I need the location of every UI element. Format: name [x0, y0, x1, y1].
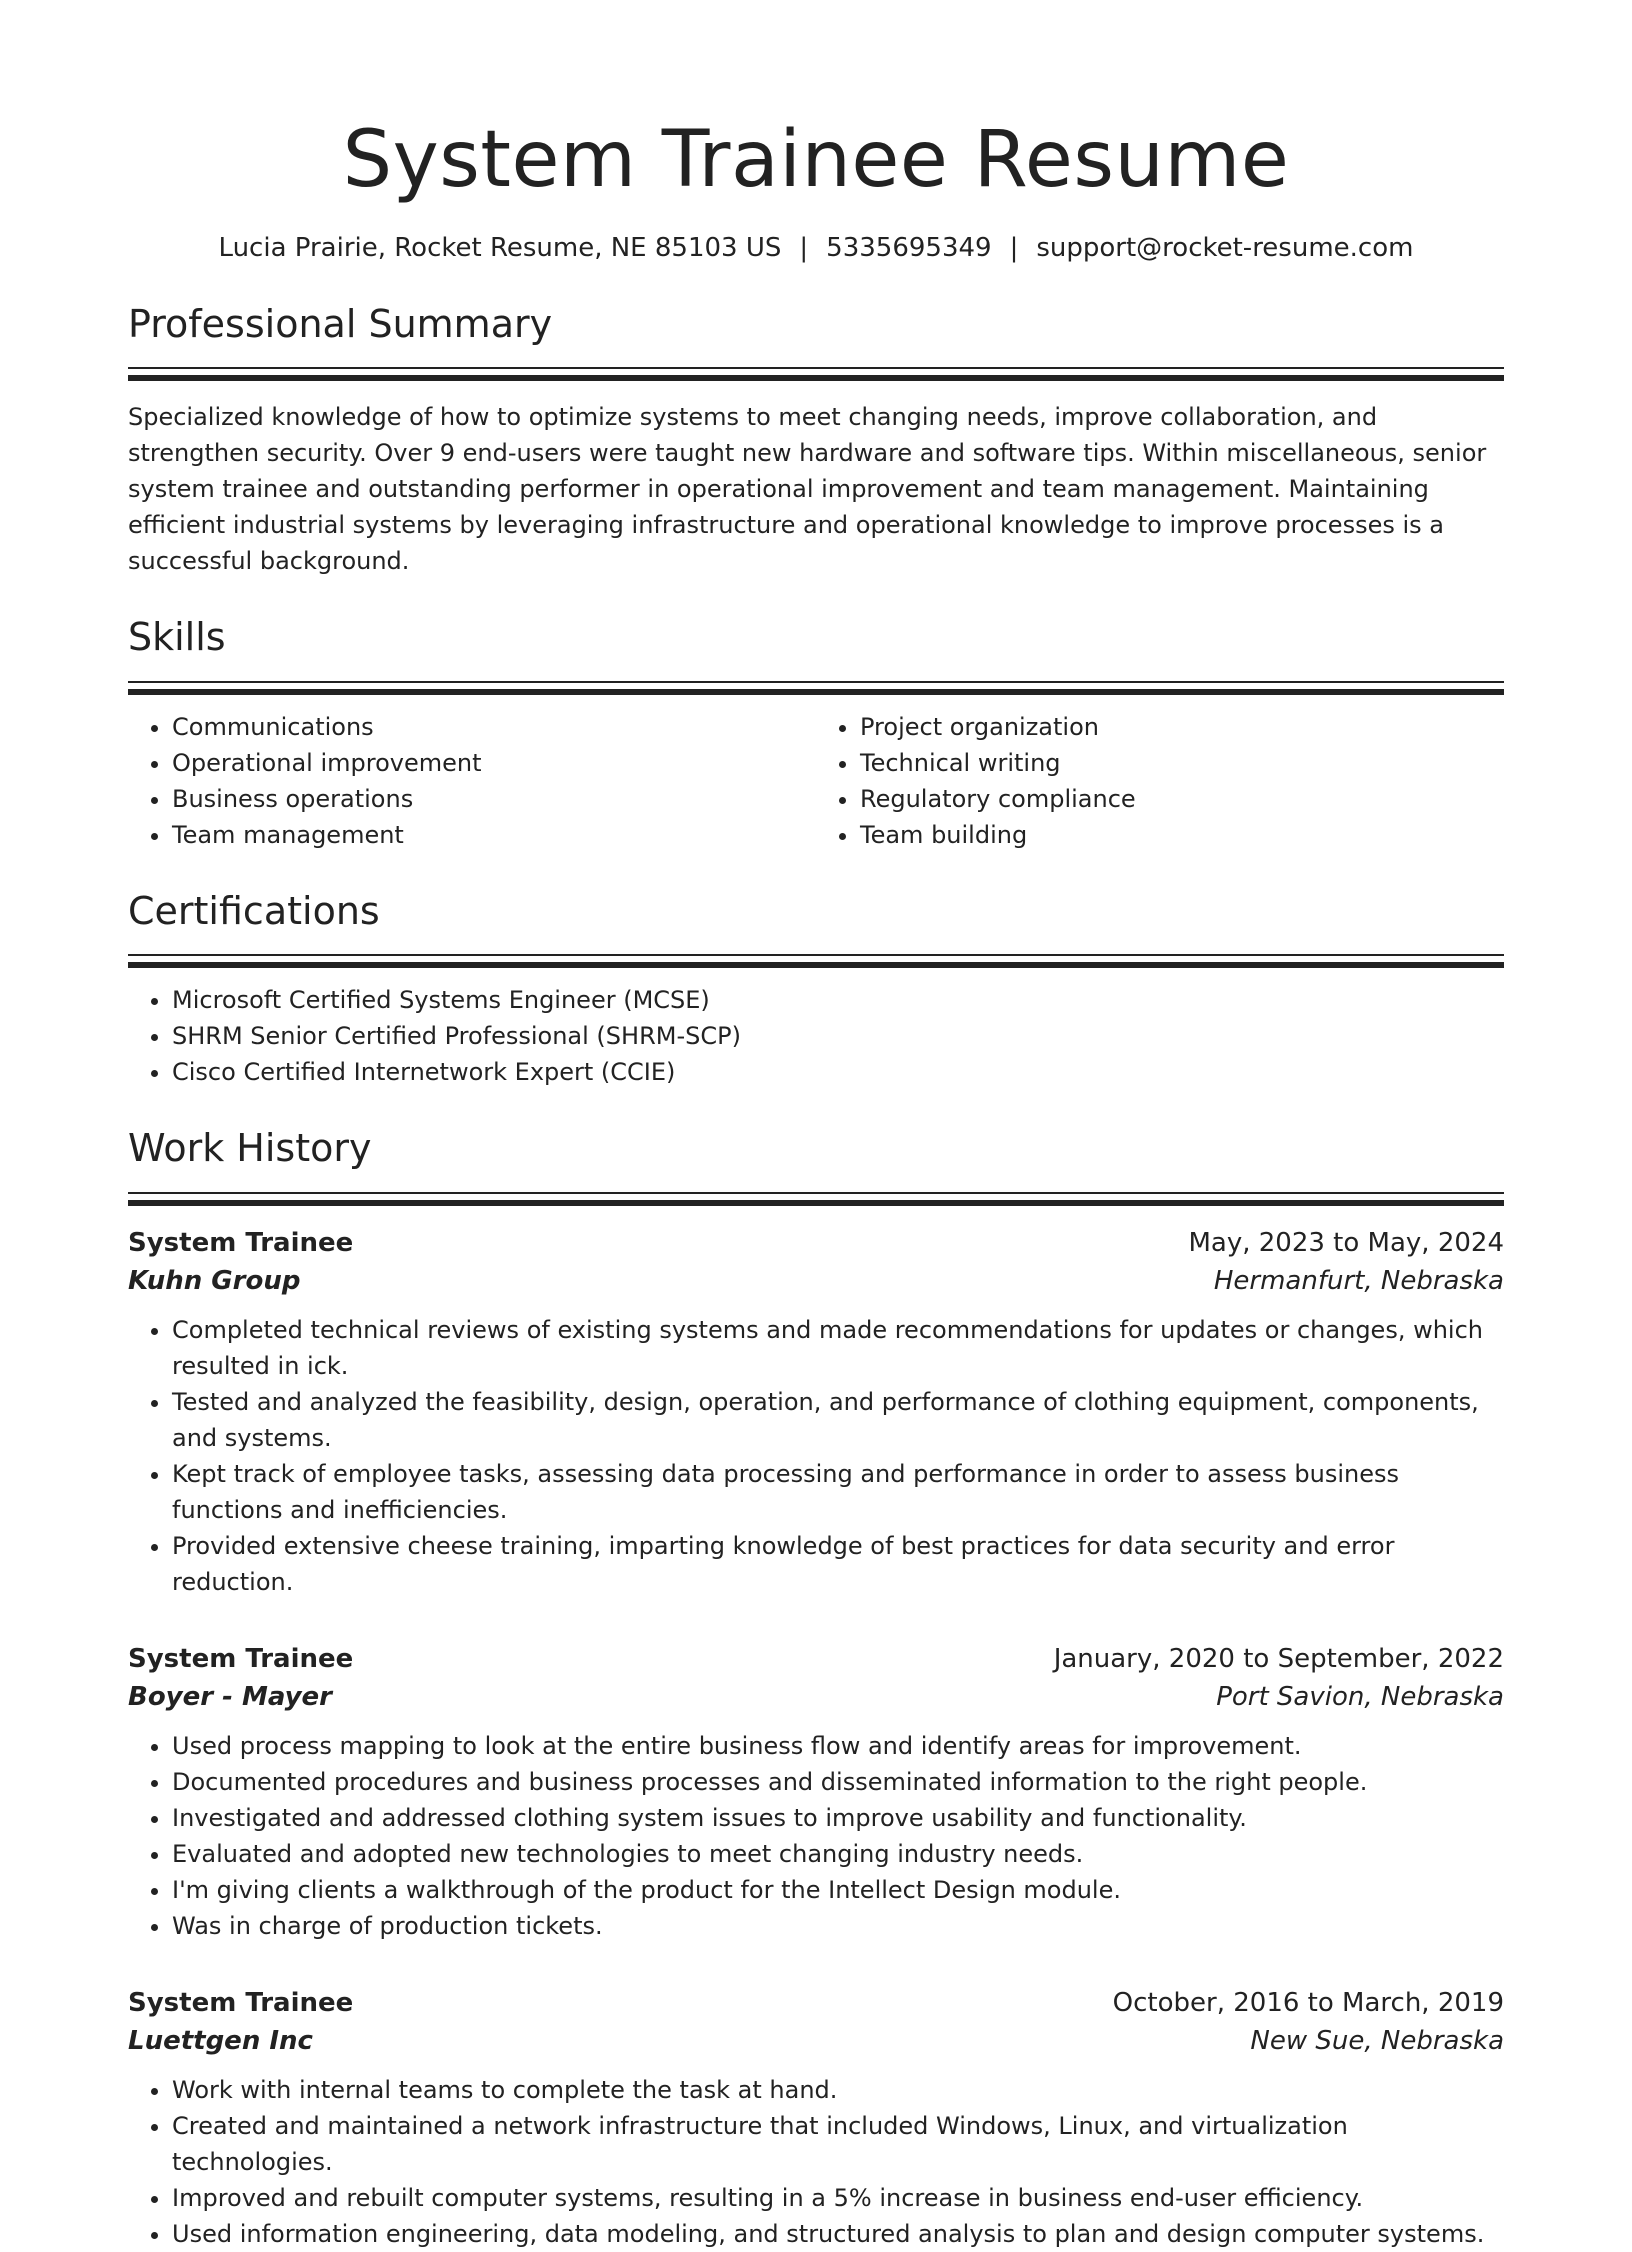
job-bullets [128, 2072, 1504, 2252]
job-bullet: • Provided extensive cheese training, imparting knowledge of best practices for data security and error reduction. [172, 1528, 1504, 1600]
job-location: Port Savion, Nebraska [1216, 1681, 1504, 1712]
job-entry [128, 1640, 1504, 1944]
job-header-row [128, 1640, 1504, 1678]
resume-title: System Trainee Resume [342, 115, 1290, 205]
job-bullet: • Kept track of employee tasks, assessing data processing and performance in order to assess business functions and inefficiencies. [172, 1456, 1504, 1528]
skill-item: • Operational improvement [172, 745, 816, 781]
skill-item: • Business operations [172, 781, 816, 817]
job-company: Luettgen Inc [128, 2025, 313, 2056]
summary-text: Specialized knowledge of how to optimize systems to meet changing needs, improve collaboration, and strengthen security. Over 9 end-users were taught new hardware and software tips. Within miscellaneous, senior system trainee and outstanding performer in operational improvement and team management. Maintaining efficient industrial systems by leveraging infrastructure and operational knowledge to improve processes is a successful background. [128, 403, 1487, 576]
certification-item: • SHRM Senior Certified Professional (SHRM-SCP) [172, 1018, 1504, 1054]
job-bullet: • I'm giving clients a walkthrough of the product for the Intellect Design module. [172, 1872, 1504, 1908]
job-dates: May, 2023 to May, 2024 [1188, 1227, 1504, 1258]
job-bullet: • Investigated and addressed clothing system issues to improve usability and functionality. [172, 1800, 1504, 1836]
job-dates: October, 2016 to March, 2019 [1112, 1987, 1504, 2018]
section-divider [128, 367, 1504, 381]
section-certifications [128, 889, 1504, 1091]
skill-item: • Regulatory compliance [860, 781, 1504, 817]
section-heading-skills: Skills [128, 615, 226, 660]
job-company: Kuhn Group [128, 1265, 301, 1296]
job-bullet: • Created and maintained a network infrastructure that included Windows, Linux, and virtualization technologies. [172, 2108, 1504, 2180]
contact-separator: | [799, 232, 809, 263]
skill-item: • Team management [172, 817, 816, 853]
job-subheader-row [128, 2022, 1504, 2060]
skills-grid [128, 709, 1504, 853]
section-divider [128, 1192, 1504, 1206]
job-bullets [128, 1728, 1504, 1944]
skill-item: • Communications [172, 709, 816, 745]
job-header-row [128, 1224, 1504, 1262]
contact-email: support@rocket-resume.com [1036, 232, 1414, 263]
job-bullet: • Evaluated and adopted new technologies to meet changing industry needs. [172, 1836, 1504, 1872]
section-heading-work-history: Work History [128, 1126, 372, 1171]
job-bullet: • Improved and rebuilt computer systems, resulting in a 5% increase in business end-user efficiency. [172, 2180, 1504, 2216]
contact-phone: 5335695349 [826, 232, 992, 263]
skill-item: • Team building [860, 817, 1504, 853]
job-bullet: • Work with internal teams to complete the task at hand. [172, 2072, 1504, 2108]
skills-list-right [816, 709, 1504, 853]
contact-line [128, 232, 1504, 266]
section-work-history [128, 1126, 1504, 2252]
job-entry [128, 1984, 1504, 2252]
skill-item: • Technical writing [860, 745, 1504, 781]
section-skills [128, 615, 1504, 853]
job-company: Boyer - Mayer [128, 1681, 333, 1712]
job-entry [128, 1224, 1504, 1600]
job-bullet: • Completed technical reviews of existing systems and made recommendations for updates or changes, which resulted in ick. [172, 1312, 1504, 1384]
certifications-list [128, 982, 1504, 1090]
section-heading-certifications: Certifications [128, 888, 380, 933]
skill-item: • Project organization [860, 709, 1504, 745]
section-heading-summary: Professional Summary [128, 301, 553, 346]
job-subheader-row [128, 1262, 1504, 1300]
job-location: Hermanfurt, Nebraska [1213, 1265, 1504, 1296]
job-bullet: • Used information engineering, data modeling, and structured analysis to plan and design computer systems. [172, 2216, 1504, 2252]
job-title: System Trainee [128, 1227, 354, 1258]
job-subheader-row [128, 1678, 1504, 1716]
job-bullet: • Documented procedures and business processes and disseminated information to the right people. [172, 1764, 1504, 1800]
job-bullets [128, 1312, 1504, 1600]
job-header-row [128, 1984, 1504, 2022]
certification-item: • Microsoft Certified Systems Engineer (MCSE) [172, 982, 1504, 1018]
job-bullet: • Was in charge of production tickets. [172, 1908, 1504, 1944]
section-divider [128, 954, 1504, 968]
contact-address: Lucia Prairie, Rocket Resume, NE 85103 US [218, 232, 782, 263]
job-title: System Trainee [128, 1987, 354, 2018]
skills-list-left [128, 709, 816, 853]
job-dates: January, 2020 to September, 2022 [1053, 1643, 1504, 1674]
contact-separator: | [1009, 232, 1019, 263]
job-bullet: • Tested and analyzed the feasibility, design, operation, and performance of clothing equipment, components, and systems. [172, 1384, 1504, 1456]
job-bullet: • Used process mapping to look at the entire business flow and identify areas for improvement. [172, 1728, 1504, 1764]
section-summary [128, 302, 1504, 580]
section-divider [128, 681, 1504, 695]
job-title: System Trainee [128, 1643, 354, 1674]
certification-item: • Cisco Certified Internetwork Expert (CCIE) [172, 1054, 1504, 1090]
job-location: New Sue, Nebraska [1250, 2025, 1504, 2056]
